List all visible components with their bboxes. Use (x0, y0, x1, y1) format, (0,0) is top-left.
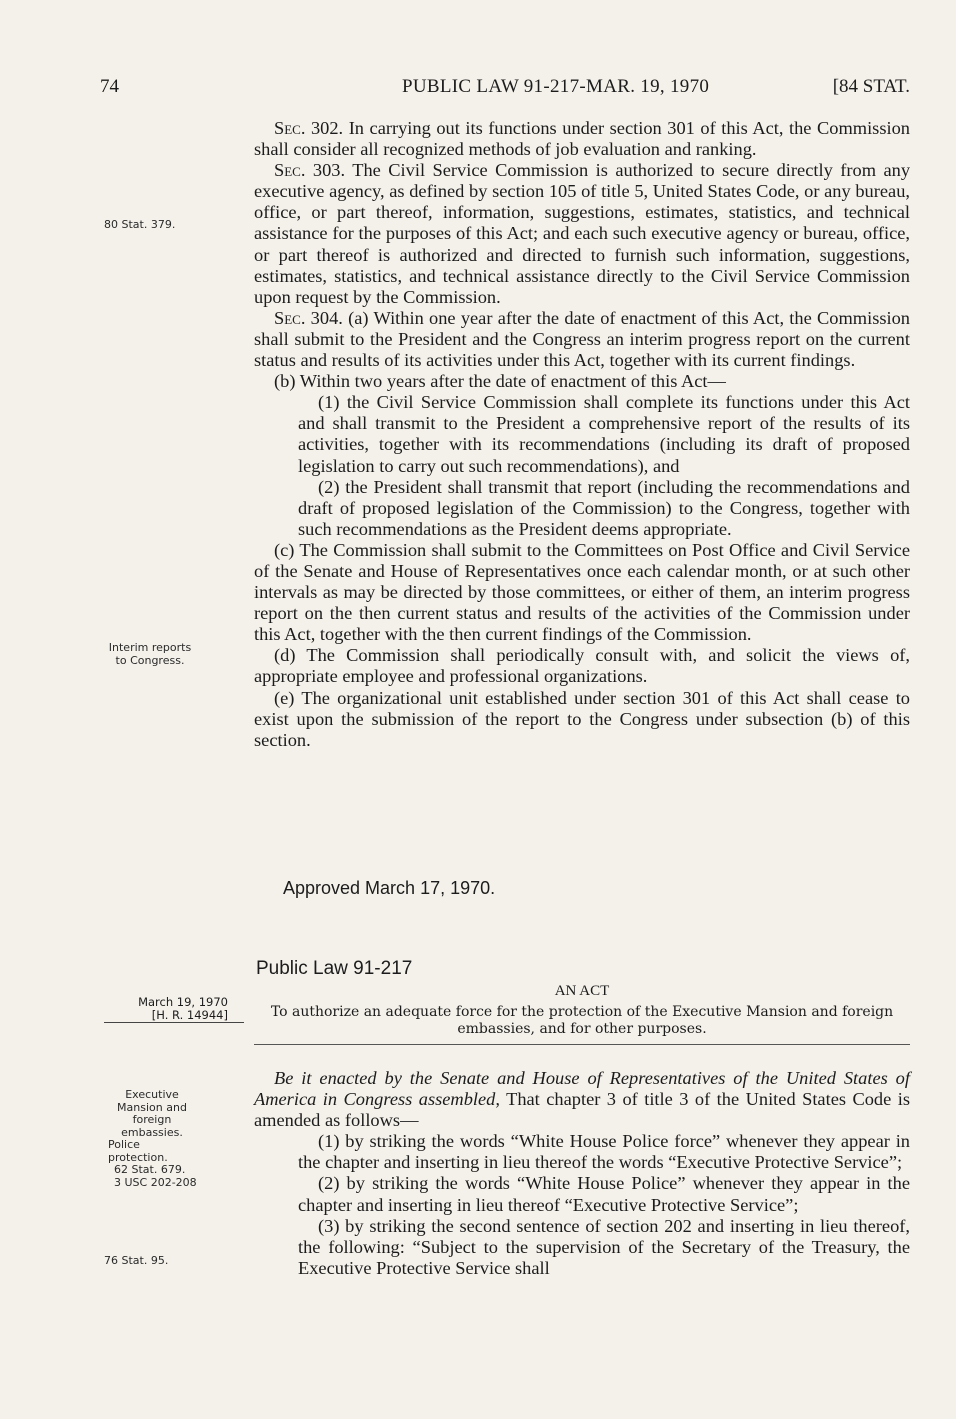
amendment-3: (3) by striking the second sentence of section 202 and inserting in lieu thereof, the following: “Subject to the supervision of the Secretary of the Treasury, the Executive Protective Service shall (298, 1215, 910, 1278)
section-text: The Civil Service Commission is authorized to secure directly from any executive agency, as defined by section 105 of title 5, United States Code, or any bureau, office, or part thereof, information, suggestions, estimates, statistics, and technical assistance for the purposes of this Act; and each such executive agency or bureau, office, or part thereof is authorized and directed to furnish such information, suggestions, estimates, statistics, and technical assistance directly to the Civil Service Commission upon request by the Commission. (254, 160, 911, 307)
section-304 (254, 308, 910, 371)
divider (104, 1022, 244, 1023)
section-304-e: (e) The organizational unit established under section 301 of this Act shall cease to exist upon the submission of the report to the Congress under subsection (b) of this section. (254, 687, 910, 750)
section-text: (a) Within one year after the date of enactment of this Act, the Commission shall submit to the President and the Congress an interim progress report on the current status and results of its activities under this Act, together with its current findings. (254, 307, 911, 371)
note-executive: Executive Mansion and foreign embassies. (117, 1088, 187, 1139)
act-date: March 19, 1970 (138, 995, 228, 1009)
section-304-c: (c) The Commission shall submit to the Committees on Post Office and Civil Service of the Senate and House of Representatives once each calendar month, or at such other intervals as may be directed by those committees, or either of them, an interim progress report on the then current status and results of the activities of the Commission under this Act, together with the then current findings of the Commission. (254, 539, 910, 645)
section-303 (254, 160, 910, 308)
bill-number: [H. R. 14944] (151, 1008, 228, 1022)
running-title: PUBLIC LAW 91-217-MAR. 19, 1970 (402, 76, 710, 97)
page-header (100, 76, 910, 100)
act-text (254, 1068, 910, 1279)
section-302 (254, 118, 910, 160)
margin-note-stat-379: 80 Stat. 379. (104, 218, 176, 231)
page-number: 74 (100, 76, 119, 97)
note-police: Police protection. (108, 1138, 168, 1164)
section-304-d: (d) The Commission shall periodically consult with, and solicit the views of, appropriate employee and professional organizations. (254, 645, 910, 687)
approval-line: Approved March 17, 1970. (283, 878, 496, 898)
margin-note-executive (104, 1089, 200, 1189)
margin-note-stat-95: 76 Stat. 95. (104, 1254, 169, 1267)
amendment-1: (1) by striking the words “White House Police force” whenever they appear in the chapter and inserting in lieu thereof the words “Executive Protective Service”; (298, 1131, 910, 1173)
section-label: Sec. 304. (274, 307, 343, 328)
an-act-heading: AN ACT (554, 983, 610, 999)
margin-note-date (104, 996, 228, 1022)
margin-note-interim: Interim reports to Congress. (108, 641, 192, 667)
section-304-b2: (2) the President shall transmit that report (including the recommendations and draft of proposed legislation of the Commission) to the Congress, together with such recommendations as the President deems appropriate. (298, 476, 910, 539)
title-rule (254, 1044, 910, 1045)
sections-text (254, 118, 910, 751)
section-label: Sec. 303. (274, 160, 346, 181)
public-law-number: Public Law 91-217 (256, 958, 413, 979)
enacting-clause: Be it enacted by the Senate and House of Representatives of the United States of America in Congress assembled, (254, 1068, 910, 1110)
note-stat-679: 62 Stat. 679. (114, 1163, 186, 1176)
enacting-paragraph (254, 1068, 910, 1131)
section-text: In carrying out its functions under section 301 of this Act, the Commission shall consider all recognized methods of job evaluation and ranking. (254, 118, 910, 160)
statute-reference: [84 STAT. (832, 76, 910, 97)
note-usc: 3 USC 202-208 (114, 1175, 197, 1189)
section-label: Sec. 302. (274, 118, 344, 138)
amendment-2: (2) by striking the words “White House Police” whenever they appear in the chapter and inserting in lieu thereof “Executive Protective Service”; (298, 1173, 910, 1215)
enacting-intro: That chapter 3 of title 3 of the United States Code is amended as follows— (254, 1089, 910, 1131)
act-title: To authorize an adequate force for the protection of the Executive Mansion and foreign embassies, and for other purposes. (270, 1004, 894, 1037)
section-304-b: (b) Within two years after the date of enactment of this Act— (274, 371, 726, 392)
section-304-b1: (1) the Civil Service Commission shall complete its functions under this Act and shall transmit to the President a comprehensive report of the results of its activities, together with its recommendations (including its draft of proposed legislation to carry out such recommendations), and (298, 392, 910, 476)
